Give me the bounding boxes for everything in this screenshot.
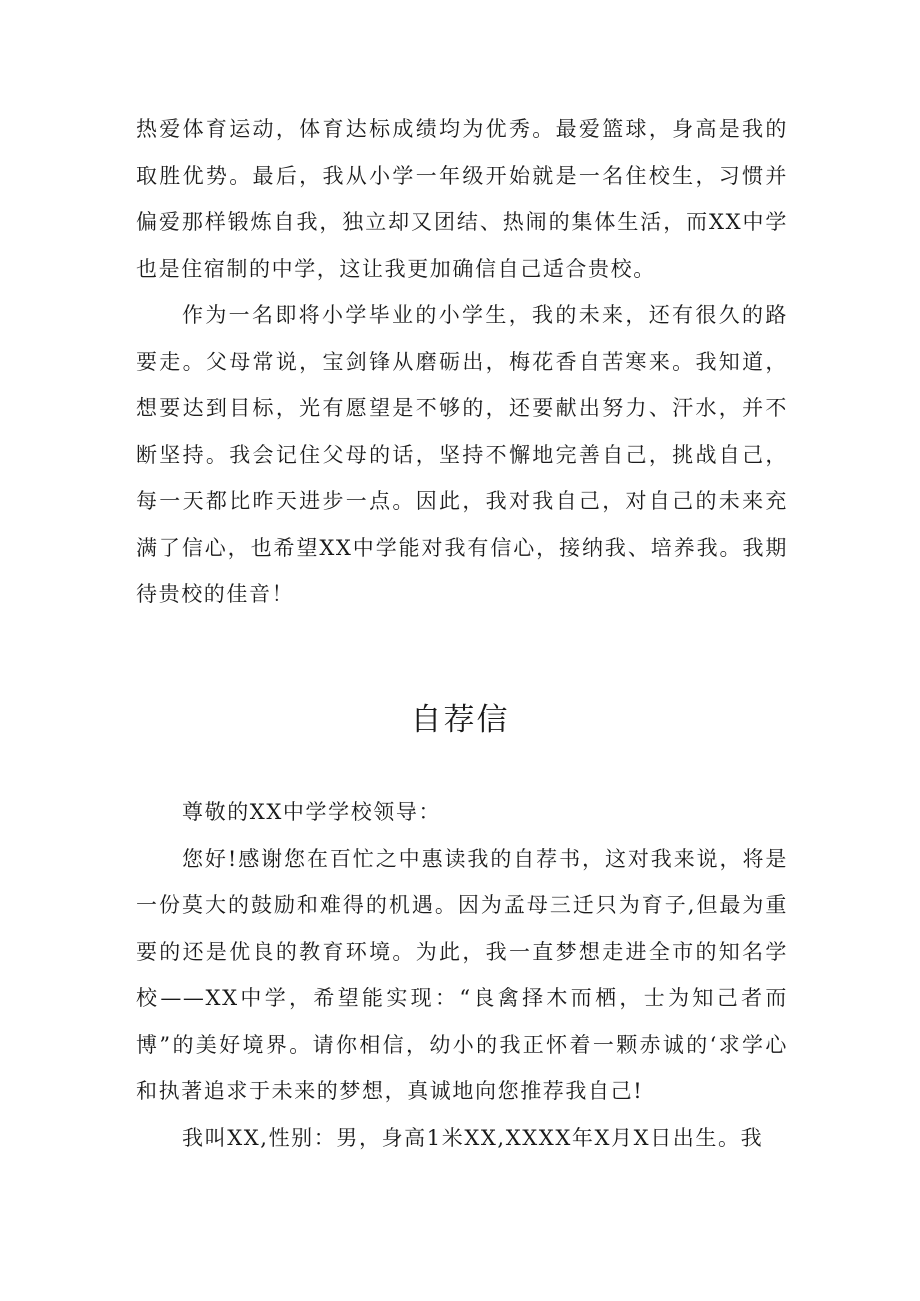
letter-paragraph-2: 我叫XX,性别：男，身高1米XX,XXXX年X月X日出生。我 <box>182 1125 764 1150</box>
previous-paragraph-1: 热爱体育运动，体育达标成绩均为优秀。最爱篮球，身高是我的取胜优势。最后，我从小学一年级开始就是一名住校生，习惯并偏爱那样锻炼自我，独立却又团结、热闹的集体生活，而XX中学也是住宿制的中学，这让我更加确信自己适合贵校。 <box>136 117 788 281</box>
letter-title: 自荐信 <box>410 702 510 738</box>
previous-letter-body <box>136 106 788 618</box>
previous-paragraph-2: 作为一名即将小学毕业的小学生，我的未来，还有很久的路要走。父母常说，宝剑锋从磨砺出，梅花香自苦寒来。我知道，想要达到目标，光有愿望是不够的，还要献出努力、汗水，并不断坚持。我会记住父母的话，坚持不懈地完善自己，挑战自己，每一天都比昨天进步一点。因此，我对我自己，对自己的未来充满了信心，也希望XX中学能对我有信心，接纳我、培养我。我期待贵校的佳音！ <box>136 303 788 606</box>
letter-paragraph-1: 您好!感谢您在百忙之中惠读我的自荐书，这对我来说，将是一份莫大的鼓励和难得的机遇。因为孟母三迁只为育子,但最为重要的还是优良的教育环境。为此，我一直梦想走进全市的知名学校——XX中学，希望能实现：“良禽择木而栖，士为知己者而博”的美好境界。请你相信，幼小的我正怀着一颗赤诚的‘求学心和执著追求于未来的梦想，真诚地向您推荐我自己! <box>136 846 788 1103</box>
letter-greeting: 尊敬的XX中学学校领导： <box>182 800 442 824</box>
letter-body <box>136 789 788 1161</box>
